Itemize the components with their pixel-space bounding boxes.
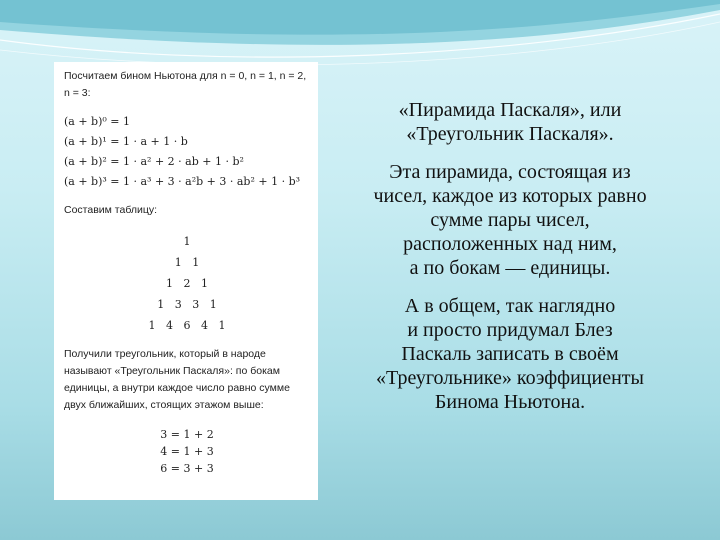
text-line: а по бокам — единицы.	[409, 257, 611, 279]
text-line: А в общем, так наглядно	[404, 295, 616, 317]
paragraph-title	[330, 98, 690, 146]
text-line: «Треугольник Паскаля».	[406, 123, 614, 145]
explanation-text: Получили треугольник, который в народе называют «Треугольник Паскаля»: по бокам единицы, а внутри каждое число равно сумме двух ближайших, стоящих этажом выше:	[64, 348, 290, 411]
triangle-row: 1 1	[174, 256, 200, 269]
binomial-image-panel	[54, 62, 318, 500]
paragraph-conclusion	[330, 294, 690, 414]
triangle-row: 1 2 1	[166, 277, 208, 290]
table-heading: Составим таблицу:	[64, 204, 158, 216]
equation: 6 = 3 + 3	[160, 462, 214, 475]
triangle-row: 1	[183, 235, 191, 248]
text-line: расположенных над ним,	[403, 233, 617, 255]
triangle-row: 1 3 3 1	[157, 298, 217, 311]
formula-line: (a + b)⁰ = 1	[64, 115, 131, 128]
pascal-triangle	[64, 231, 310, 336]
binomial-formulas	[64, 112, 310, 192]
description-text	[330, 98, 690, 414]
formula-line: (a + b)¹ = 1 · a + 1 · b	[64, 135, 188, 148]
text-line: сумме пары чисел,	[430, 209, 590, 231]
equation: 4 = 1 + 3	[160, 445, 214, 458]
formula-line: (a + b)² = 1 · a² + 2 · ab + 1 · b²	[64, 155, 244, 168]
intro-text: Посчитаем бином Ньютона для n = 0, n = 1, n = 2, n = 3:	[64, 70, 307, 99]
formula-line: (a + b)³ = 1 · a³ + 3 · a²b + 3 · ab² + 1 · b³	[64, 175, 301, 188]
text-line: «Треугольнике» коэффициенты	[376, 367, 644, 389]
text-line: Эта пирамида, состоящая из	[389, 161, 631, 183]
text-line: «Пирамида Паскаля», или	[398, 99, 622, 121]
text-line: и просто придумал Блез	[407, 319, 613, 341]
paragraph-definition	[330, 160, 690, 280]
text-line: Бинома Ньютона.	[434, 391, 586, 413]
text-line: чисел, каждое из которых равно	[373, 185, 647, 207]
triangle-row: 1 4 6 4 1	[148, 319, 226, 332]
sum-equations	[64, 426, 310, 477]
text-line: Паскаль записать в своём	[401, 343, 619, 365]
equation: 3 = 1 + 2	[160, 428, 214, 441]
